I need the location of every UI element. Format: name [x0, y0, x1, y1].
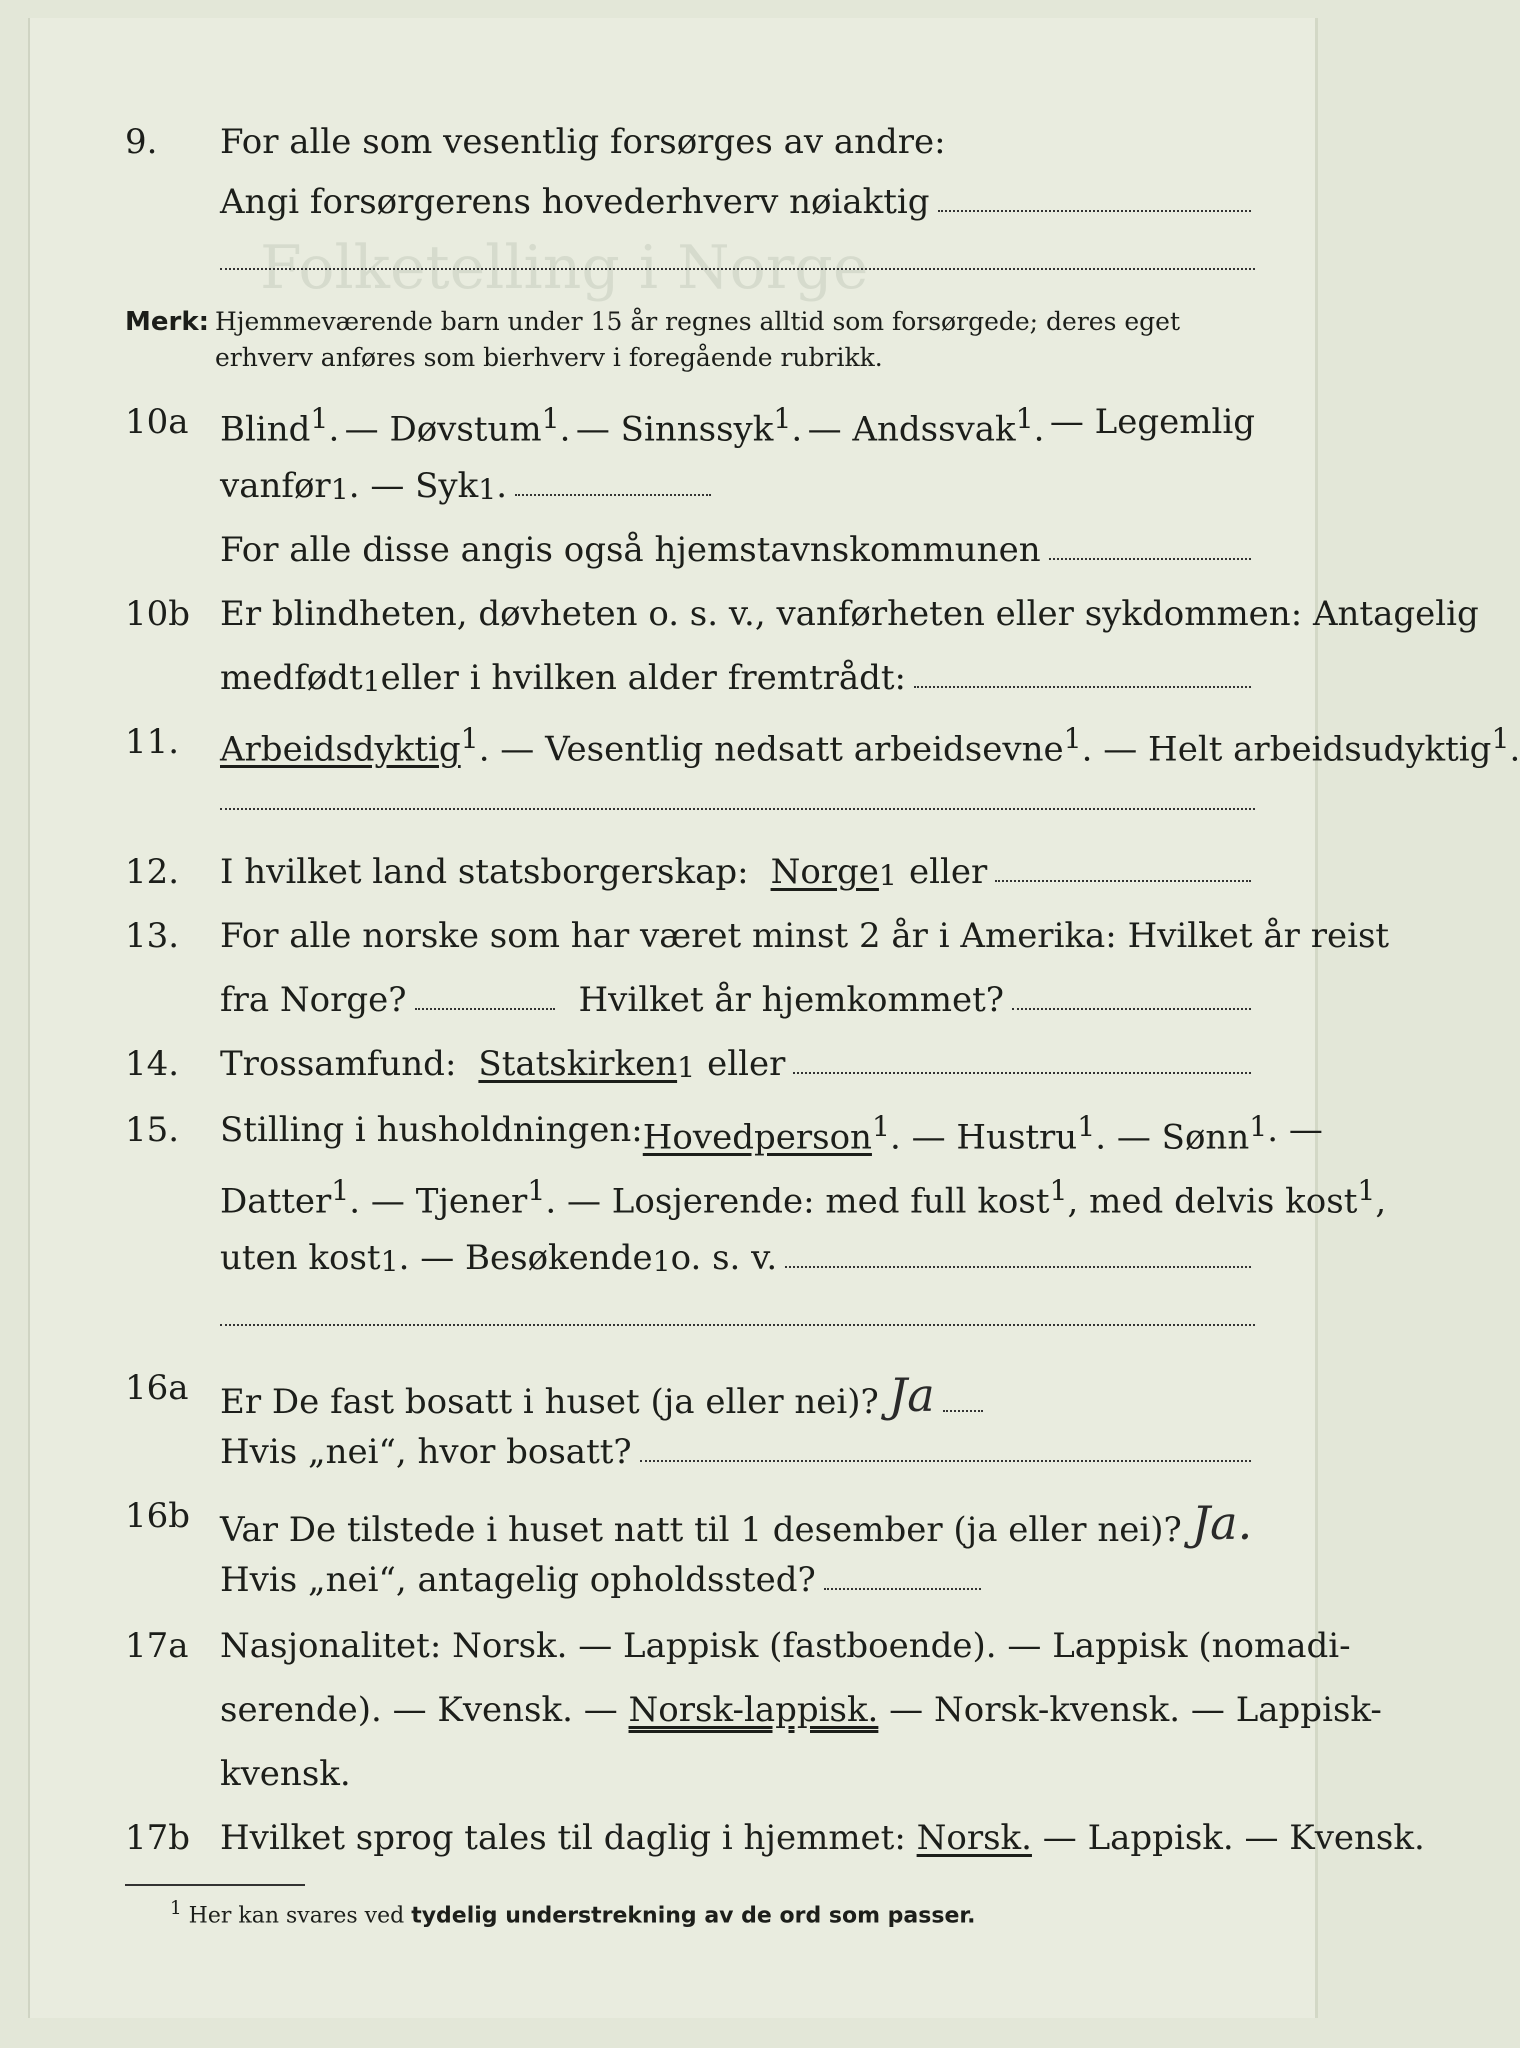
note-label: Merk:: [125, 307, 210, 337]
question-17a-line2: [30, 1686, 1382, 1732]
question-text: o. s. v.: [670, 1238, 778, 1278]
question-13-line2: [30, 976, 1315, 1022]
question-15: [30, 1106, 1323, 1158]
option-norsk-kvensk[interactable]: — Norsk-kvensk. — Lappisk-: [889, 1690, 1382, 1730]
question-11: [30, 718, 1520, 770]
question-number: 10b: [125, 594, 191, 634]
answer-line[interactable]: [793, 1072, 1251, 1074]
question-16b-line2: [30, 1556, 1315, 1602]
option-datter[interactable]: Datter: [220, 1181, 332, 1222]
footnote-mark: 1: [527, 1174, 546, 1207]
footnote-mark: 1: [331, 1174, 350, 1207]
footnote-mark: 1: [362, 665, 381, 698]
question-17a-line3: [30, 1750, 1315, 1796]
answer-line[interactable]: [995, 880, 1251, 882]
question-17a: [30, 1622, 1351, 1668]
question-text: Var De tilstede i huset natt til 1 desember (ja eller nei)?: [220, 1510, 1182, 1550]
question-10a-line3: [30, 526, 1315, 572]
footnote-mark: 1: [310, 402, 329, 435]
footnote-text: Her kan svares ved: [188, 1903, 405, 1929]
option-delvis-kost[interactable]: , med delvis kost: [1067, 1181, 1358, 1222]
option-hustru[interactable]: . — Hustru: [889, 1117, 1078, 1158]
option-sinnssyk[interactable]: — Sinnssyk: [575, 409, 774, 450]
option-norge[interactable]: Norge: [770, 852, 879, 892]
footnote-mark: 1: [1015, 402, 1034, 435]
question-text: Nasjonalitet: Norsk. — Lappisk (fastboende). — Lappisk (nomadi-: [220, 1626, 1351, 1666]
question-13: [30, 912, 1390, 958]
census-form-page: [28, 18, 1520, 2018]
answer-line[interactable]: [1012, 1008, 1251, 1010]
question-10b: [30, 590, 1479, 636]
answer-line[interactable]: [220, 1324, 1255, 1326]
question-number: 17a: [125, 1626, 189, 1666]
footnote-mark: 1: [677, 1051, 696, 1084]
question-number: 11.: [125, 722, 180, 762]
option-norsk[interactable]: Norsk.: [916, 1818, 1032, 1858]
question-number: 9.: [125, 122, 158, 162]
footnote-mark: 1: [878, 859, 897, 892]
footnote-mark: 1: [1063, 722, 1082, 755]
option-uten-kost[interactable]: uten kost: [220, 1238, 381, 1278]
option-full-kost[interactable]: . — Losjerende: med full kost: [545, 1181, 1050, 1222]
answer-line[interactable]: [220, 268, 1255, 270]
footnote-mark: 1: [460, 722, 479, 755]
footnote: [170, 1898, 975, 1928]
question-number: 16b: [125, 1496, 191, 1536]
option-kvensk[interactable]: serende). — Kvensk. —: [220, 1690, 618, 1730]
footnote-mark: 1: [652, 1245, 671, 1278]
question-17b: [30, 1814, 1425, 1860]
question-number: 15.: [125, 1110, 180, 1150]
question-text: eller i hvilken alder fremtrådt:: [380, 658, 907, 698]
question-text: eller: [707, 1044, 786, 1084]
question-15-line2: [30, 1170, 1387, 1222]
question-text: Hvilket år hjemkommet?: [578, 980, 1005, 1020]
footnote-mark: 1: [380, 1245, 399, 1278]
option-nedsatt[interactable]: . — Vesentlig nedsatt arbeidsevne: [478, 729, 1064, 770]
answer-line[interactable]: [824, 1588, 981, 1590]
footnote-mark: 1: [541, 402, 560, 435]
question-text: Hvis „nei“, hvor bosatt?: [220, 1432, 632, 1472]
option-besokende[interactable]: . — Besøkende: [398, 1238, 653, 1278]
handwritten-answer[interactable]: Ja: [888, 1368, 935, 1422]
answer-line[interactable]: [938, 210, 1251, 212]
question-text: kvensk.: [220, 1754, 351, 1794]
option-sonn[interactable]: . — Sønn: [1095, 1117, 1250, 1158]
answer-line[interactable]: [515, 494, 711, 496]
question-text: Er blindheten, døvheten o. s. v., vanførheten eller sykdommen: Antagelig: [220, 594, 1479, 634]
option-statskirken[interactable]: Statskirken: [478, 1044, 678, 1084]
question-text: For alle som vesentlig forsørges av andre:: [220, 122, 946, 162]
option-dovstum[interactable]: — Døvstum: [344, 409, 542, 450]
option-tjener[interactable]: . — Tjener: [349, 1181, 528, 1222]
footnote-mark: 1: [773, 402, 792, 435]
question-12: [30, 848, 1315, 894]
question-text: Stilling i husholdningen:: [220, 1110, 643, 1150]
question-16b: [30, 1492, 1315, 1550]
answer-line[interactable]: [415, 1008, 555, 1010]
footnote-mark: 1: [871, 1110, 890, 1143]
question-number: 13.: [125, 916, 180, 956]
question-text: Trossamfund:: [220, 1044, 457, 1084]
punctuation: .: [1509, 729, 1520, 770]
question-text: For alle disse angis også hjemstavnskommunen: [220, 530, 1041, 570]
question-text: eller: [908, 852, 988, 892]
footnote-mark: 1: [1249, 1110, 1268, 1143]
question-text: Hvis „nei“, antagelig opholdssted?: [220, 1560, 816, 1600]
option-medfodt[interactable]: medfødt: [220, 658, 363, 698]
punctuation: . —: [1267, 1110, 1323, 1150]
footnote-text-bold: tydelig understrekning av de ord som passer.: [411, 1903, 976, 1929]
footnote-mark: 1: [170, 1898, 182, 1919]
question-text: fra Norge?: [220, 980, 407, 1020]
answer-line[interactable]: [640, 1460, 1251, 1462]
question-text: I hvilket land statsborgerskap:: [220, 852, 749, 892]
option-andssvak[interactable]: — Andssvak: [807, 409, 1016, 450]
option-legemlig[interactable]: — Legemlig: [1049, 402, 1255, 442]
question-14: [30, 1040, 1315, 1086]
answer-line[interactable]: [943, 1410, 983, 1412]
option-hovedperson[interactable]: Hovedperson: [642, 1117, 872, 1158]
note-text: Hjemmeværende barn under 15 år regnes alltid som forsørgede; deres eget erhverv anføres som bierhverv i foregående rubrikk.: [215, 307, 1180, 372]
footnote-rule: [125, 1884, 305, 1886]
question-number: 12.: [125, 852, 180, 892]
footnote-mark: 1: [330, 473, 349, 506]
footnote-mark: 1: [1049, 1174, 1068, 1207]
question-number: 10a: [125, 402, 189, 442]
question-text: Angi forsørgerens hovederhverv nøiaktig: [220, 182, 930, 222]
footnote-mark: 1: [1077, 1110, 1096, 1143]
answer-line[interactable]: [785, 1266, 1251, 1268]
option-syk[interactable]: . — Syk: [348, 466, 479, 506]
bleed-through-watermark: Folketelling i Norge: [260, 233, 869, 303]
question-9-line2: [30, 178, 1315, 224]
answer-line[interactable]: [1049, 558, 1251, 560]
question-text: For alle norske som har været minst 2 år i Amerika: Hvilket år reist: [220, 916, 1390, 956]
handwritten-answer[interactable]: Ja.: [1191, 1496, 1253, 1550]
question-15-line3: [30, 1234, 1315, 1280]
question-9: [30, 118, 1315, 164]
option-norsk-lappisk[interactable]: Norsk-lappisk.: [628, 1690, 879, 1730]
punctuation: ,: [1375, 1181, 1387, 1222]
question-number: 16a: [125, 1368, 189, 1408]
option-arbeidsdyktig[interactable]: Arbeidsdyktig: [220, 729, 461, 770]
option-lappisk-kvensk[interactable]: — Lappisk. — Kvensk.: [1042, 1818, 1425, 1858]
footnote-mark: 1: [1491, 722, 1510, 755]
answer-line[interactable]: [914, 686, 1251, 688]
question-number: 14.: [125, 1044, 180, 1084]
question-text: Er De fast bosatt i huset (ja eller nei)?: [220, 1382, 879, 1422]
option-vanfor[interactable]: vanfør: [220, 466, 331, 506]
question-16a: [30, 1364, 1315, 1422]
question-10b-line2: [30, 654, 1315, 700]
question-16a-line2: [30, 1428, 1315, 1474]
footnote-mark: 1: [478, 473, 497, 506]
option-blind[interactable]: Blind: [220, 409, 311, 450]
option-udyktig[interactable]: . — Helt arbeidsudyktig: [1081, 729, 1492, 770]
answer-line[interactable]: [220, 808, 1255, 810]
footnote-mark: 1: [1357, 1174, 1376, 1207]
question-text: Hvilket sprog tales til daglig i hjemmet:: [220, 1818, 906, 1858]
question-10a: 10a Blind$^1$. — Døvstum$^1$. — Sinnssyk$^1$. — Andssvak$^1$. — Legemlig: [125, 402, 1255, 450]
question-number: 17b: [125, 1818, 191, 1858]
question-10a-line2: vanfør 1 . — Syk 1 .: [30, 462, 1315, 508]
